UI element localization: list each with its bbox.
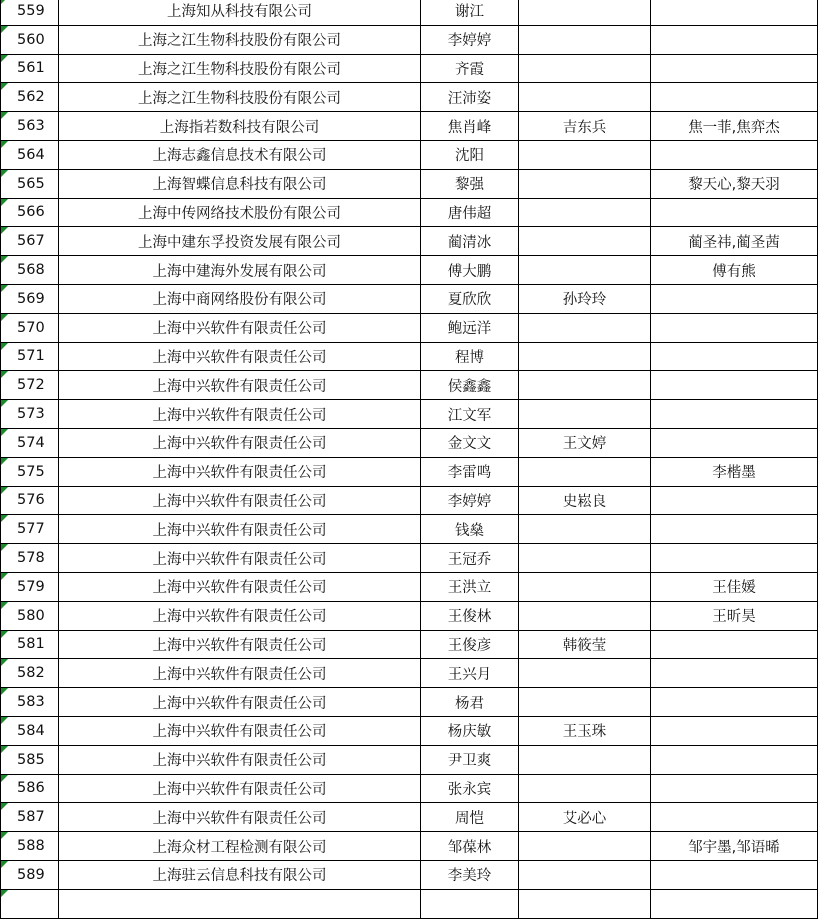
table-row: [1, 342, 818, 371]
spouse-cell[interactable]: [519, 371, 651, 400]
children-cell[interactable]: 李楷墨: [651, 457, 818, 486]
company-cell[interactable]: 上海中兴软件有限责任公司: [59, 486, 421, 515]
row-number-cell[interactable]: 575: [1, 457, 59, 486]
table-row: [1, 774, 818, 803]
table-body: [1, 0, 818, 918]
children-cell[interactable]: [651, 803, 818, 832]
spouse-cell[interactable]: [519, 860, 651, 889]
spouse-cell[interactable]: 艾必心: [519, 803, 651, 832]
name-cell[interactable]: 周恺: [421, 803, 519, 832]
row-number-cell[interactable]: 589: [1, 860, 59, 889]
company-cell[interactable]: 上海之江生物科技股份有限公司: [59, 83, 421, 112]
row-number-cell[interactable]: 563: [1, 112, 59, 141]
name-cell[interactable]: 傅大鹏: [421, 256, 519, 285]
children-cell[interactable]: 黎天心,黎天羽: [651, 169, 818, 198]
table-row: [1, 544, 818, 573]
name-cell[interactable]: 侯鑫鑫: [421, 371, 519, 400]
children-cell[interactable]: [651, 515, 818, 544]
spouse-cell[interactable]: [519, 256, 651, 285]
spouse-cell[interactable]: [519, 313, 651, 342]
row-number-cell[interactable]: 573: [1, 400, 59, 429]
spouse-cell[interactable]: [519, 745, 651, 774]
name-cell[interactable]: 李婷婷: [421, 486, 519, 515]
company-cell[interactable]: 上海智蝶信息科技有限公司: [59, 169, 421, 198]
company-cell[interactable]: 上海之江生物科技股份有限公司: [59, 25, 421, 54]
children-cell[interactable]: [651, 371, 818, 400]
company-cell[interactable]: 上海之江生物科技股份有限公司: [59, 54, 421, 83]
spouse-cell[interactable]: 史崧良: [519, 486, 651, 515]
company-cell[interactable]: 上海中兴软件有限责任公司: [59, 774, 421, 803]
children-cell[interactable]: [651, 140, 818, 169]
name-cell[interactable]: 王冠乔: [421, 544, 519, 573]
children-cell[interactable]: [651, 0, 818, 25]
spouse-cell[interactable]: [519, 774, 651, 803]
name-cell[interactable]: 杨君: [421, 688, 519, 717]
children-cell[interactable]: [651, 428, 818, 457]
company-cell[interactable]: 上海中兴软件有限责任公司: [59, 745, 421, 774]
spouse-cell[interactable]: [519, 227, 651, 256]
children-cell[interactable]: [651, 774, 818, 803]
company-cell[interactable]: 上海中兴软件有限责任公司: [59, 659, 421, 688]
table-row: [1, 601, 818, 630]
row-number-cell[interactable]: 582: [1, 659, 59, 688]
spouse-cell[interactable]: [519, 342, 651, 371]
company-cell[interactable]: 上海中兴软件有限责任公司: [59, 803, 421, 832]
table-row: [1, 803, 818, 832]
company-cell[interactable]: 上海中兴软件有限责任公司: [59, 515, 421, 544]
children-cell[interactable]: [651, 486, 818, 515]
row-number-cell[interactable]: 569: [1, 284, 59, 313]
table-row: [1, 371, 818, 400]
children-cell[interactable]: [651, 400, 818, 429]
table-row: [1, 457, 818, 486]
row-number-cell[interactable]: 583: [1, 688, 59, 717]
name-cell[interactable]: 夏欣欣: [421, 284, 519, 313]
row-number-cell[interactable]: 574: [1, 428, 59, 457]
table-row: [1, 659, 818, 688]
children-cell[interactable]: [651, 630, 818, 659]
row-number-cell[interactable]: 578: [1, 544, 59, 573]
children-cell[interactable]: [651, 342, 818, 371]
table-row: [1, 25, 818, 54]
company-cell[interactable]: 上海知从科技有限公司: [59, 0, 421, 25]
row-number-cell[interactable]: 566: [1, 198, 59, 227]
name-cell[interactable]: 鲍远洋: [421, 313, 519, 342]
table-row: [1, 112, 818, 141]
company-cell[interactable]: 上海中兴软件有限责任公司: [59, 371, 421, 400]
row-number-cell[interactable]: 568: [1, 256, 59, 285]
row-number-cell[interactable]: 572: [1, 371, 59, 400]
name-cell[interactable]: 汪沛姿: [421, 83, 519, 112]
children-cell[interactable]: [651, 25, 818, 54]
children-cell[interactable]: [651, 860, 818, 889]
name-cell[interactable]: 李美玲: [421, 860, 519, 889]
spouse-cell[interactable]: [519, 515, 651, 544]
row-number-cell[interactable]: 567: [1, 227, 59, 256]
spouse-cell[interactable]: [519, 140, 651, 169]
name-cell[interactable]: 王俊林: [421, 601, 519, 630]
company-cell[interactable]: 上海中兴软件有限责任公司: [59, 716, 421, 745]
company-cell[interactable]: 上海中兴软件有限责任公司: [59, 630, 421, 659]
name-cell[interactable]: 李婷婷: [421, 25, 519, 54]
table-row: [1, 256, 818, 285]
row-number-cell[interactable]: 586: [1, 774, 59, 803]
name-cell[interactable]: 杨庆敏: [421, 716, 519, 745]
row-number-cell[interactable]: 587: [1, 803, 59, 832]
table-row: [1, 54, 818, 83]
children-cell[interactable]: 傅有熊: [651, 256, 818, 285]
row-number-cell[interactable]: 588: [1, 832, 59, 861]
table-row: [1, 313, 818, 342]
name-cell[interactable]: 谢江: [421, 0, 519, 25]
name-cell[interactable]: 程博: [421, 342, 519, 371]
name-cell[interactable]: 尹卫爽: [421, 745, 519, 774]
spouse-cell[interactable]: [519, 54, 651, 83]
spouse-cell[interactable]: [519, 198, 651, 227]
name-cell[interactable]: 江文军: [421, 400, 519, 429]
table-row: [1, 515, 818, 544]
name-cell[interactable]: 张永宾: [421, 774, 519, 803]
name-cell[interactable]: 黎强: [421, 169, 519, 198]
company-cell[interactable]: 上海中兴软件有限责任公司: [59, 457, 421, 486]
table-row: [1, 832, 818, 861]
table-row: [1, 716, 818, 745]
name-cell[interactable]: 王俊彦: [421, 630, 519, 659]
name-cell[interactable]: 钱燊: [421, 515, 519, 544]
company-cell[interactable]: 上海中兴软件有限责任公司: [59, 428, 421, 457]
row-number-cell[interactable]: 585: [1, 745, 59, 774]
table-row: [1, 227, 818, 256]
table-row: [1, 83, 818, 112]
row-number-cell[interactable]: 571: [1, 342, 59, 371]
table-row: [1, 688, 818, 717]
table-row: [1, 572, 818, 601]
spouse-cell[interactable]: [519, 169, 651, 198]
table-row: [1, 198, 818, 227]
table-row: [1, 630, 818, 659]
row-number-cell[interactable]: 579: [1, 572, 59, 601]
name-cell[interactable]: 唐伟超: [421, 198, 519, 227]
children-cell[interactable]: [651, 745, 818, 774]
children-cell[interactable]: [651, 544, 818, 573]
table-row: [1, 486, 818, 515]
spouse-cell[interactable]: [519, 0, 651, 25]
company-cell[interactable]: 上海指若数科技有限公司: [59, 112, 421, 141]
company-cell[interactable]: 上海中兴软件有限责任公司: [59, 601, 421, 630]
name-cell[interactable]: 金文文: [421, 428, 519, 457]
spouse-cell[interactable]: [519, 659, 651, 688]
company-cell[interactable]: 上海众材工程检测有限公司: [59, 832, 421, 861]
row-number-cell[interactable]: 577: [1, 515, 59, 544]
name-cell[interactable]: 沈阳: [421, 140, 519, 169]
table-row: [1, 169, 818, 198]
spouse-cell[interactable]: 王玉珠: [519, 716, 651, 745]
company-cell[interactable]: 上海中兴软件有限责任公司: [59, 544, 421, 573]
name-cell[interactable]: 王兴月: [421, 659, 519, 688]
table-row: [1, 400, 818, 429]
company-cell[interactable]: 上海志鑫信息技术有限公司: [59, 140, 421, 169]
spouse-cell[interactable]: 吉东兵: [519, 112, 651, 141]
company-cell[interactable]: 上海中兴软件有限责任公司: [59, 572, 421, 601]
company-cell[interactable]: 上海中兴软件有限责任公司: [59, 342, 421, 371]
children-cell[interactable]: 邹宇墨,邹语晞: [651, 832, 818, 861]
spouse-cell[interactable]: [519, 83, 651, 112]
company-cell[interactable]: 上海中兴软件有限责任公司: [59, 313, 421, 342]
children-cell[interactable]: 王昕昊: [651, 601, 818, 630]
children-cell[interactable]: [651, 659, 818, 688]
company-cell[interactable]: 上海中建海外发展有限公司: [59, 256, 421, 285]
spouse-cell[interactable]: [519, 400, 651, 429]
row-number-cell[interactable]: 561: [1, 54, 59, 83]
company-cell[interactable]: 上海中建东孚投资发展有限公司: [59, 227, 421, 256]
row-number-cell[interactable]: 559: [1, 0, 59, 25]
table-row: [1, 860, 818, 889]
spouse-cell[interactable]: [519, 572, 651, 601]
row-number-cell[interactable]: 570: [1, 313, 59, 342]
row-number-cell[interactable]: 581: [1, 630, 59, 659]
row-number-cell[interactable]: 584: [1, 716, 59, 745]
row-number-cell[interactable]: 562: [1, 83, 59, 112]
name-cell[interactable]: 王洪立: [421, 572, 519, 601]
table-row: [1, 284, 818, 313]
table-row: [1, 745, 818, 774]
name-cell[interactable]: 焦肖峰: [421, 112, 519, 141]
children-cell[interactable]: [651, 313, 818, 342]
spouse-cell[interactable]: [519, 601, 651, 630]
children-cell[interactable]: [651, 688, 818, 717]
company-cell[interactable]: 上海中兴软件有限责任公司: [59, 400, 421, 429]
company-cell[interactable]: 上海驻云信息科技有限公司: [59, 860, 421, 889]
company-cell[interactable]: 上海中兴软件有限责任公司: [59, 688, 421, 717]
name-cell[interactable]: 蔺清冰: [421, 227, 519, 256]
children-cell[interactable]: [651, 716, 818, 745]
children-cell[interactable]: 焦一菲,焦弈杰: [651, 112, 818, 141]
spouse-cell[interactable]: [519, 832, 651, 861]
row-number-cell[interactable]: 560: [1, 25, 59, 54]
name-cell[interactable]: 邹葆林: [421, 832, 519, 861]
children-cell[interactable]: [651, 83, 818, 112]
table-row: [1, 428, 818, 457]
children-cell[interactable]: [651, 54, 818, 83]
children-cell[interactable]: [651, 284, 818, 313]
children-cell[interactable]: [651, 198, 818, 227]
spouse-cell[interactable]: [519, 688, 651, 717]
name-cell[interactable]: 李雷鸣: [421, 457, 519, 486]
table-row: [1, 0, 818, 25]
spouse-cell[interactable]: 王文婷: [519, 428, 651, 457]
company-cell[interactable]: 上海中商网络股份有限公司: [59, 284, 421, 313]
row-number-cell[interactable]: 564: [1, 140, 59, 169]
children-cell[interactable]: 王佳媛: [651, 572, 818, 601]
row-number-cell[interactable]: 576: [1, 486, 59, 515]
spouse-cell[interactable]: [519, 544, 651, 573]
spouse-cell[interactable]: [519, 25, 651, 54]
spouse-cell[interactable]: 韩筱莹: [519, 630, 651, 659]
row-number-cell[interactable]: 565: [1, 169, 59, 198]
company-cell[interactable]: 上海中传网络技术股份有限公司: [59, 198, 421, 227]
spouse-cell[interactable]: 孙玲玲: [519, 284, 651, 313]
row-number-cell[interactable]: 580: [1, 601, 59, 630]
name-cell[interactable]: 齐霞: [421, 54, 519, 83]
spouse-cell[interactable]: [519, 457, 651, 486]
table-row: [1, 140, 818, 169]
children-cell[interactable]: 蔺圣祎,蔺圣茜: [651, 227, 818, 256]
